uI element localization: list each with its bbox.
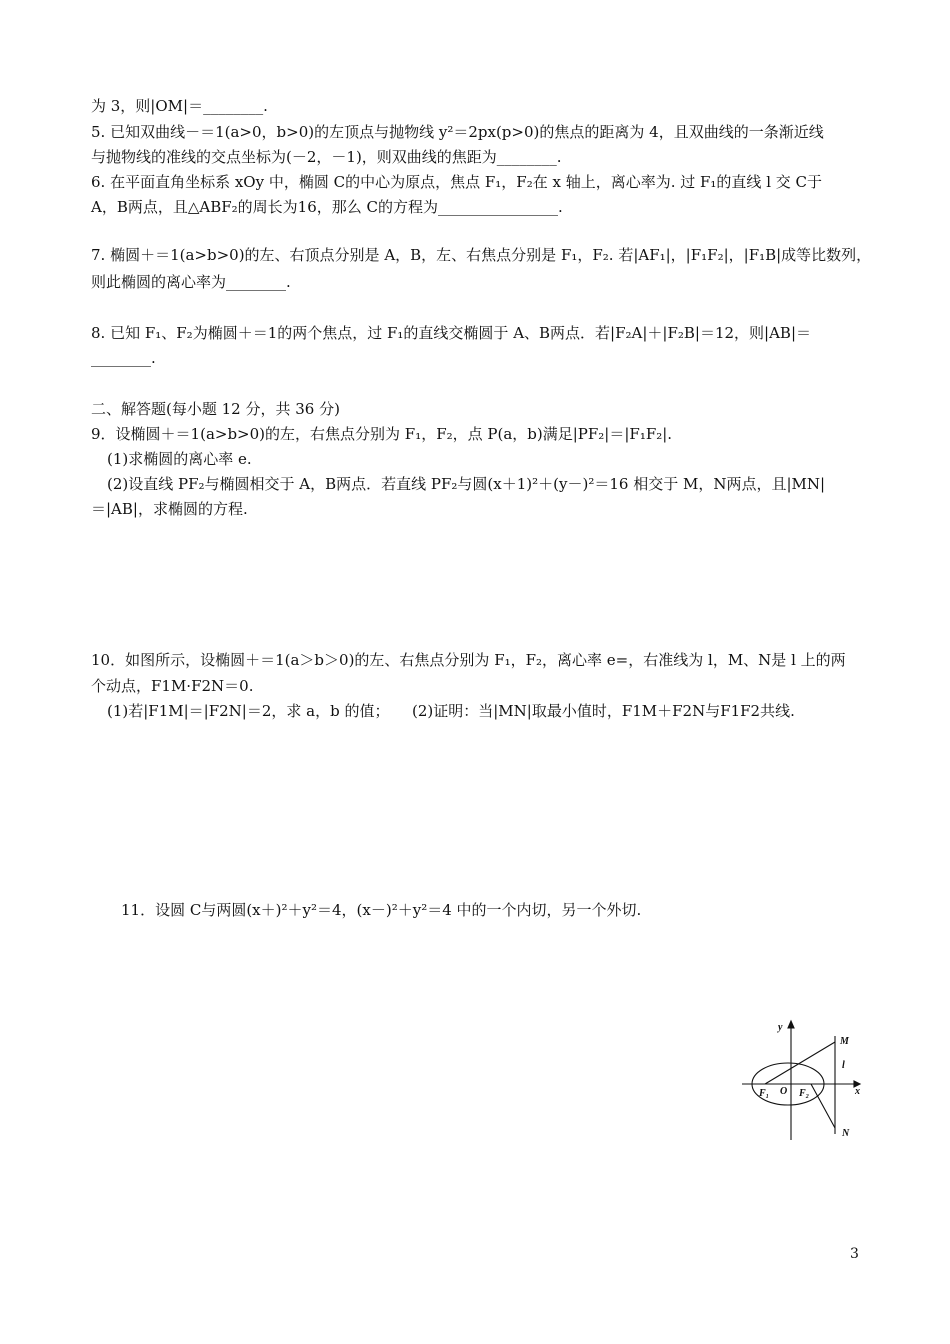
label-l: l (842, 1060, 845, 1071)
y-axis-arrow (788, 1021, 794, 1028)
problem-6-line-1: 6. 在平面直角坐标系 xOy 中，椭圆 C的中心为原点，焦点 F₁，F₂在 x 轴上，离心率为. 过 F₁的直线 l 交 C于 (91, 173, 823, 191)
problem-9-line-1: 9．设椭圆＋＝1(a>b>0)的左，右焦点分别为 F₁，F₂，点 P(a，b)满足|PF₂|＝|F₁F₂|. (91, 425, 673, 443)
problem-8-line-1: 8. 已知 F₁、F₂为椭圆＋＝1的两个焦点，过 F₁的直线交椭圆于 A、B两点．若|F₂A|＋|F₂B|＝12，则|AB|＝ (91, 324, 812, 342)
problem-9-part-2-line-2: ＝|AB|，求椭圆的方程. (91, 500, 248, 518)
page-number: 3 (850, 1246, 859, 1262)
label-f1: F₁ (759, 1088, 770, 1099)
problem-7-line-2: 则此椭圆的离心率为________. (91, 273, 291, 291)
label-y: y (778, 1022, 783, 1033)
problem-9-part-1: (1)求椭圆的离心率 e. (107, 450, 252, 468)
segment-f1-m (765, 1042, 835, 1084)
label-n: N (842, 1128, 850, 1139)
section-heading: 二、解答题(每小题 12 分，共 36 分) (91, 400, 340, 418)
problem-6-line-2: A，B两点，且△ABF₂的周长为16，那么 C的方程为________________. (91, 198, 563, 216)
label-x: x (855, 1086, 860, 1097)
ellipse-diagram (736, 1018, 871, 1143)
problem-9-part-2-line-1: (2)设直线 PF₂与椭圆相交于 A，B两点．若直线 PF₂与圆(x＋1)²＋(y－)²＝16 相交于 M，N两点，且|MN| (107, 475, 826, 493)
label-f2: F₂ (799, 1088, 810, 1099)
label-o: O (780, 1086, 788, 1097)
problem-10-line-2: 个动点，F1M·F2N＝0. (91, 677, 254, 695)
label-m: M (840, 1036, 849, 1047)
text-line-1: 为 3，则|OM|＝________. (91, 97, 268, 115)
problem-5-line-1: 5. 已知双曲线－＝1(a>0，b>0)的左顶点与抛物线 y²＝2px(p>0)的焦点的距离为 4，且双曲线的一条渐近线 (91, 123, 824, 141)
problem-10-line-1: 10．如图所示，设椭圆＋＝1(a＞b＞0)的左、右焦点分别为 F₁，F₂，离心率 e=，右准线为 l，M、N是 l 上的两 (91, 651, 846, 669)
problem-11-line: 11．设圆 C与两圆(x＋)²＋y²＝4，(x－)²＋y²＝4 中的一个内切，另一个外切. (121, 901, 642, 919)
problem-7-line-1: 7. 椭圆＋＝1(a>b>0)的左、右顶点分别是 A，B，左、右焦点分别是 F₁，F₂. 若|AF₁|，|F₁F₂|，|F₁B|成等比数列， (91, 246, 872, 264)
problem-8-line-2: ________. (91, 349, 156, 367)
segment-f2-n (811, 1084, 835, 1128)
problem-5-line-2: 与抛物线的准线的交点坐标为(－2，－1)，则双曲线的焦距为________. (91, 148, 562, 166)
problem-10-parts: (1)若|F1M|＝|F2N|＝2，求 a，b 的值； (2)证明：当|MN|取最小值时，F1M＋F2N与F1F2共线. (107, 702, 795, 720)
